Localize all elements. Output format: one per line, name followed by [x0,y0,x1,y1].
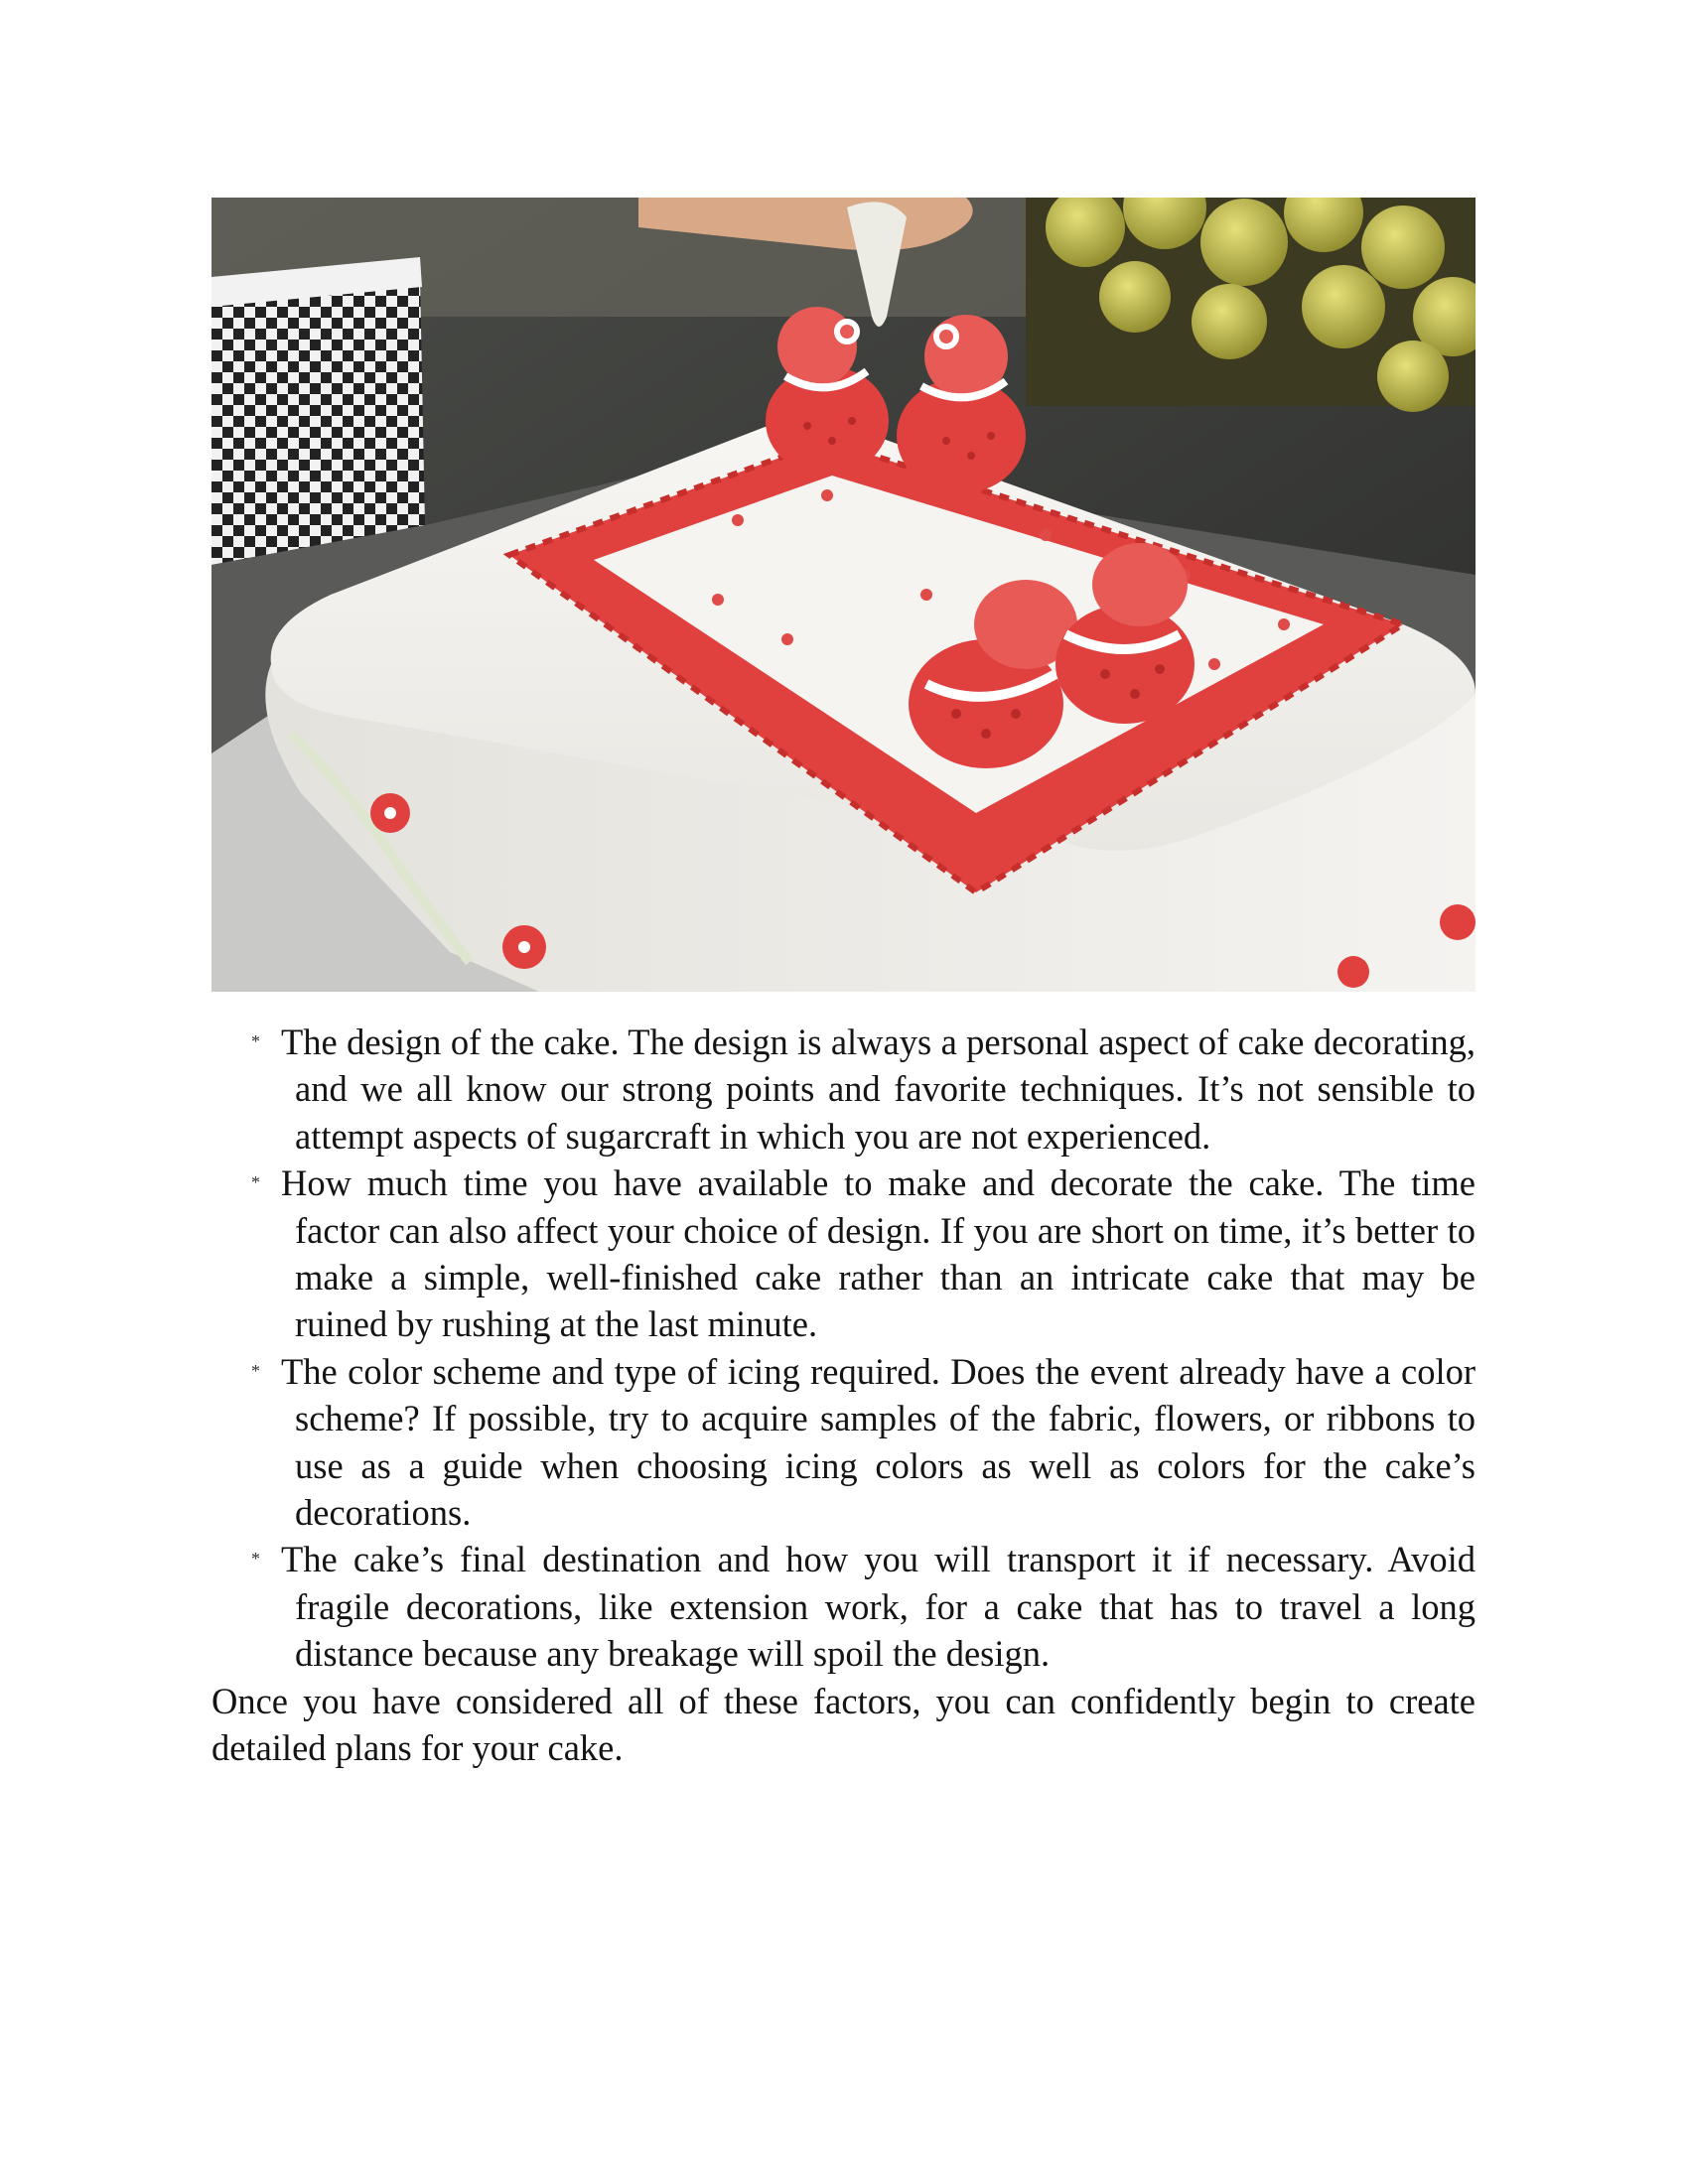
checkered-apron [211,257,425,565]
fruit-basket [1026,198,1476,412]
cake-illustration [211,198,1476,992]
list-item [211,1019,1476,1160]
bullet-star-icon: * [251,1549,260,1570]
bullet-text: How much time you have available to make and decorate the cake. The time factor can also affect your choice of design. If you are short on time, it’s better to make a simple, well-finished cake rather than an intricate cake that may be ruined by rushing at the last minute. [281,1162,1476,1345]
bullet-star-icon: * [251,1031,260,1051]
considerations-list [211,1019,1476,1678]
list-item [211,1160,1476,1348]
body-text [211,1019,1476,1772]
bullet-text: The color scheme and type of icing required. Does the event already have a color scheme? If possible, try to acquire samples of the fabric, flowers, or ribbons to use as a guide when choosing icing colors as well as colors for the cake’s decorations. [281,1350,1476,1534]
list-item [211,1536,1476,1677]
bullet-star-icon: * [251,1172,260,1193]
cake-photo [211,198,1476,992]
list-item [211,1348,1476,1537]
bullet-text: The design of the cake. The design is always a personal aspect of cake decorating, and we all know our strong points and favorite techniques. It’s not sensible to attempt aspects of sugarcraft in which you are not experienced. [281,1022,1476,1157]
bullet-star-icon: * [251,1360,260,1381]
bullet-text: The cake’s final destination and how you will transport it if necessary. Avoid fragile decorations, like extension work, for a cake that has to travel a long distance because any breakage will spoil the design. [281,1539,1476,1675]
closing-paragraph: Once you have considered all of these factors, you can confidently begin to create detailed plans for your cake. [211,1680,1476,1769]
